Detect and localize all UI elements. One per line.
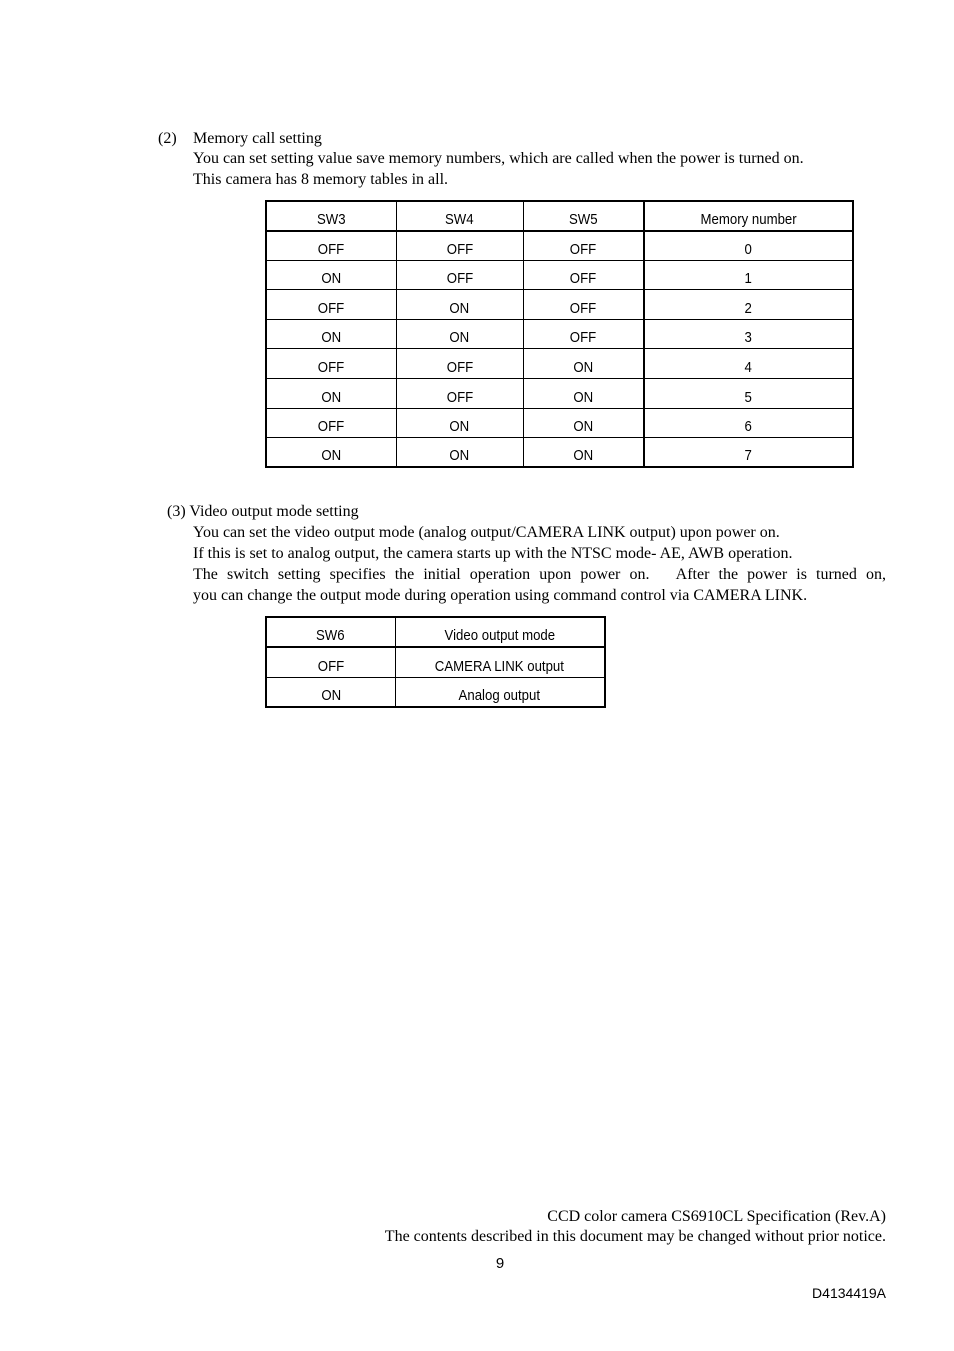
table-cell: OFF <box>396 349 523 379</box>
table-cell: OFF <box>266 647 395 677</box>
section-2-line-2: This camera has 8 memory tables in all. <box>193 171 449 188</box>
table-cell: Analog output <box>395 677 605 707</box>
table-cell: ON <box>523 408 644 438</box>
table-cell: 1 <box>644 260 853 290</box>
table-cell: OFF <box>523 319 644 349</box>
table-cell: ON <box>266 677 395 707</box>
table-cell: OFF <box>523 260 644 290</box>
video-output-mode-table <box>265 616 606 708</box>
table-cell: OFF <box>266 349 396 379</box>
header-cell: SW5 <box>523 201 644 231</box>
table-header-row <box>266 617 605 647</box>
section-3-line-2: If this is set to analog output, the camera starts up with the NTSC mode- AE, AWB operation. <box>193 545 793 562</box>
page-number: 9 <box>495 1255 505 1272</box>
section-3-line-1: You can set the video output mode (analog output/CAMERA LINK output) upon power on. <box>193 524 780 541</box>
table-cell: 3 <box>644 319 853 349</box>
table-row <box>266 319 853 349</box>
table-row <box>266 647 605 677</box>
table-row <box>266 231 853 261</box>
table-cell: ON <box>396 408 523 438</box>
table-cell: OFF <box>266 231 396 261</box>
table-row <box>266 379 853 409</box>
table-cell: ON <box>523 438 644 468</box>
table-cell: ON <box>266 319 396 349</box>
table-cell: 6 <box>644 408 853 438</box>
table-row <box>266 408 853 438</box>
section-3-title: (3) Video output mode setting <box>167 503 359 520</box>
table-cell: OFF <box>523 231 644 261</box>
memory-number-table <box>265 200 854 468</box>
table-cell: 7 <box>644 438 853 468</box>
table-row <box>266 349 853 379</box>
header-cell: SW4 <box>396 201 523 231</box>
table-header-row <box>266 201 853 231</box>
table-cell: OFF <box>396 379 523 409</box>
table-cell: ON <box>523 349 644 379</box>
footer-spec-title: CCD color camera CS6910CL Specification (Rev.A) <box>547 1208 886 1225</box>
table-cell: ON <box>396 290 523 320</box>
section-3-line-4: you can change the output mode during operation using command control via CAMERA LINK. <box>193 587 808 604</box>
table-cell: 4 <box>644 349 853 379</box>
table-cell: 5 <box>644 379 853 409</box>
table-cell: ON <box>396 319 523 349</box>
table-cell: OFF <box>266 408 396 438</box>
table-row <box>266 677 605 707</box>
table-cell: ON <box>396 438 523 468</box>
table-cell: 2 <box>644 290 853 320</box>
table-cell: OFF <box>396 231 523 261</box>
table-cell: ON <box>523 379 644 409</box>
section-3-line-3: The switch setting specifies the initial operation upon power on. After the power is turned on, <box>193 566 886 583</box>
header-cell: SW3 <box>266 201 396 231</box>
table-cell: ON <box>266 379 396 409</box>
table-row <box>266 260 853 290</box>
header-cell: SW6 <box>266 617 395 647</box>
table-cell: 0 <box>644 231 853 261</box>
table-cell: ON <box>266 260 396 290</box>
table-cell: OFF <box>266 290 396 320</box>
table-cell: CAMERA LINK output <box>395 647 605 677</box>
document-id: D4134419A <box>812 1285 886 1301</box>
header-cell: Video output mode <box>395 617 605 647</box>
table-row <box>266 438 853 468</box>
section-2-line-1: You can set setting value save memory numbers, which are called when the power is turned on. <box>193 150 804 167</box>
section-2-number: (2) <box>158 130 177 147</box>
table-cell: OFF <box>396 260 523 290</box>
section-2-title: Memory call setting <box>193 130 322 147</box>
footer-notice: The contents described in this document may be changed without prior notice. <box>384 1228 886 1245</box>
table-cell: OFF <box>523 290 644 320</box>
header-cell: Memory number <box>644 201 853 231</box>
table-row <box>266 290 853 320</box>
table-cell: ON <box>266 438 396 468</box>
